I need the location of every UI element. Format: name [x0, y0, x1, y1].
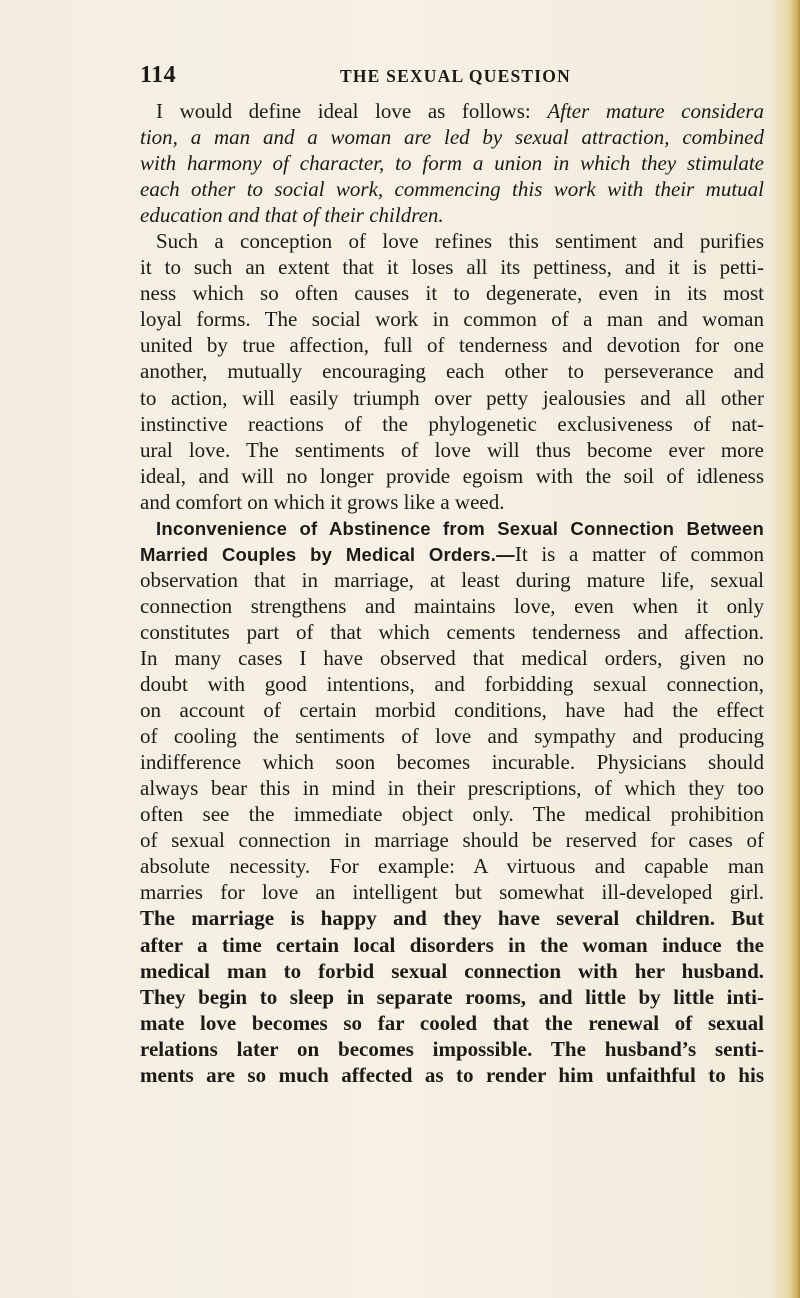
text-segment: to action, will easily triumph over petty jealousies and all other [140, 385, 764, 410]
text-line [140, 1010, 764, 1036]
text-line [140, 932, 764, 958]
text-line [140, 645, 764, 671]
text-line [140, 385, 764, 411]
text-segment: education and that of their children. [140, 203, 444, 228]
text-segment: of cooling the sentiments of love and sympathy and producing [140, 724, 764, 749]
text-line [140, 228, 764, 254]
text-line [140, 593, 764, 619]
text-line [140, 280, 764, 306]
text-line [140, 853, 764, 879]
text-line [140, 1036, 764, 1062]
text-line [140, 541, 764, 567]
text-line [140, 958, 764, 984]
text-line [140, 801, 764, 827]
text-segment: The marriage is happy and they have several children. But [140, 906, 764, 931]
text-segment: after a time certain local disorders in the woman induce the [140, 932, 764, 957]
text-segment: on account of certain morbid conditions, have had the effect [140, 698, 764, 723]
text-segment: Inconvenience of Abstinence from Sexual Connection Between [156, 517, 764, 539]
text-line [140, 306, 764, 332]
text-segment: united by true affection, full of tenderness and devotion for one [140, 333, 764, 358]
text-line [140, 749, 764, 775]
text-line [140, 619, 764, 645]
text-line [140, 489, 764, 515]
text-line [140, 411, 764, 437]
text-segment: Such a conception of love refines this sentiment and purifies [156, 229, 764, 254]
text-line [140, 827, 764, 853]
text-line [140, 463, 764, 489]
text-line [140, 202, 764, 228]
text-line [140, 358, 764, 384]
running-head: THE SEXUAL QUESTION [340, 66, 571, 86]
text-segment: often see the immediate object only. The medical prohibition [140, 802, 764, 827]
text-segment: ideal, and will no longer provide egoism with the soil of idleness [140, 463, 764, 488]
text-line [140, 879, 764, 905]
text-segment: After mature considera [547, 99, 764, 123]
text-segment: each other to social work, commencing this work with their mutual [140, 177, 764, 202]
text-line [140, 515, 764, 541]
text-line [140, 124, 764, 150]
text-segment: indifference which soon becomes incurable. Physicians should [140, 750, 764, 775]
text-segment: It is a matter of common [514, 541, 764, 566]
text-segment: connection strengthens and maintains love, even when it only [140, 593, 764, 618]
text-line [140, 984, 764, 1010]
text-segment: They begin to sleep in separate rooms, and little by little inti- [140, 984, 764, 1009]
body-text [140, 98, 764, 1088]
text-segment: constitutes part of that which cements tenderness and affection. [140, 619, 764, 644]
text-line [140, 176, 764, 202]
text-segment: absolute necessity. For example: A virtuous and capable man [140, 854, 764, 879]
text-segment: ural love. The sentiments of love will thus become ever more [140, 437, 764, 462]
text-line [140, 671, 764, 697]
text-segment: and comfort on which it grows like a weed. [140, 489, 505, 514]
text-line [140, 905, 764, 931]
text-segment: another, mutually encouraging each other to perseverance and [140, 359, 764, 384]
text-segment: it to such an extent that it loses all its pettiness, and it is petti- [140, 255, 764, 280]
text-segment: mate love becomes so far cooled that the renewal of sexual [140, 1010, 764, 1035]
text-segment: with harmony of character, to form a union in which they stimulate [140, 151, 764, 176]
text-segment: marries for love an intelligent but somewhat ill-developed girl. [140, 880, 764, 905]
page-number: 114 [140, 62, 177, 88]
text-segment: relations later on becomes impossible. The husband’s senti- [140, 1036, 764, 1061]
text-segment: loyal forms. The social work in common of a man and woman [140, 307, 764, 332]
text-segment: Married Couples by Medical Orders.— [140, 543, 515, 565]
text-line [140, 775, 764, 801]
text-line [140, 98, 764, 124]
text-segment: tion, a man and a woman are led by sexual attraction, combined [140, 125, 764, 150]
page-edge [790, 0, 800, 1298]
text-line [140, 150, 764, 176]
text-segment: ness which so often causes it to degenerate, even in its most [140, 281, 764, 306]
text-segment: always bear this in mind in their prescriptions, of which they too [140, 776, 764, 801]
text-segment: of sexual connection in marriage should be reserved for cases of [140, 828, 764, 853]
text-line [140, 437, 764, 463]
text-segment: ments are so much affected as to render him unfaithful to his [140, 1062, 764, 1087]
text-segment: instinctive reactions of the phylogenetic exclusiveness of nat- [140, 411, 764, 436]
text-line [140, 1062, 764, 1088]
text-segment: doubt with good intentions, and forbidding sexual connection, [140, 672, 764, 697]
page-header [140, 62, 760, 90]
text-line [140, 697, 764, 723]
text-line [140, 567, 764, 593]
text-segment: medical man to forbid sexual connection with her husband. [140, 958, 764, 983]
text-segment: In many cases I have observed that medical orders, given no [140, 645, 764, 670]
text-segment: observation that in marriage, at least during mature life, sexual [140, 567, 764, 592]
text-line [140, 332, 764, 358]
text-line [140, 723, 764, 749]
text-line [140, 254, 764, 280]
text-segment: I would define ideal love as follows: [156, 99, 548, 123]
